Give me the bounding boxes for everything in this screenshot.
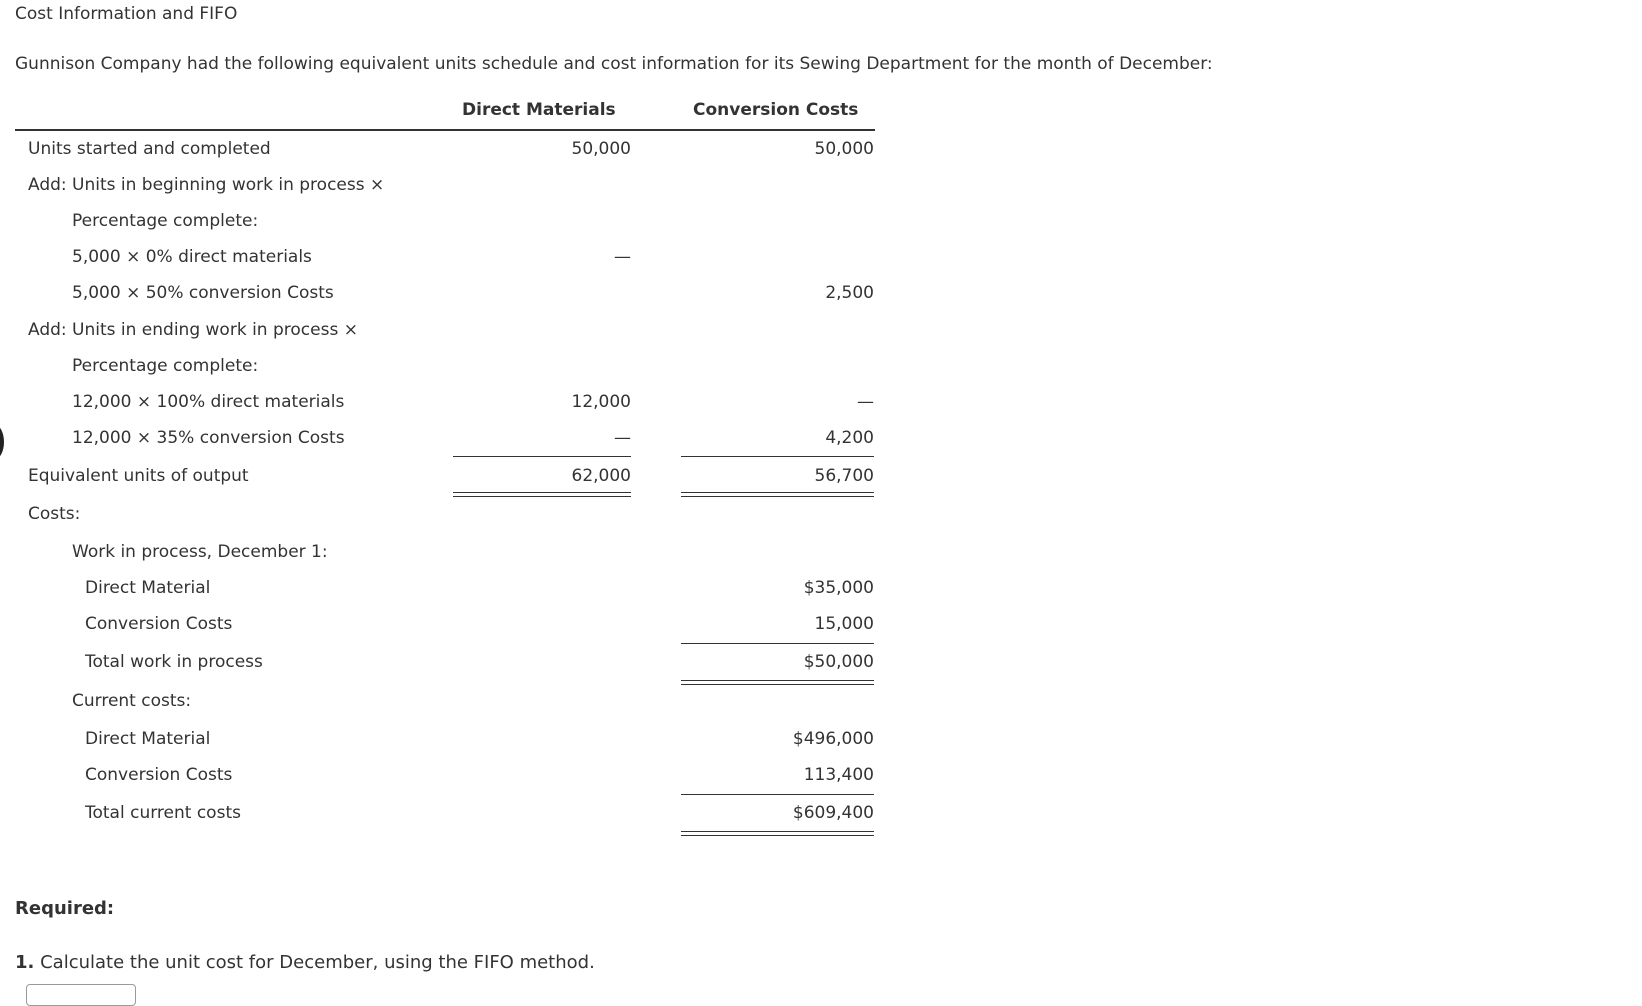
label-pct-complete-2: Percentage complete: [72, 356, 259, 376]
cc-wip-total: $50,000 [803, 652, 874, 672]
header-direct-materials: Direct Materials [462, 100, 616, 120]
label-cur-dm: Direct Material [85, 729, 211, 749]
label-wip-dm: Direct Material [85, 578, 211, 598]
wip-double-rule-a [681, 680, 874, 681]
dm-total-double-rule-b [453, 496, 631, 497]
cc-equiv-units: 56,700 [814, 466, 874, 486]
dm-equiv-units: 62,000 [571, 466, 631, 486]
current-double-rule-a [681, 831, 874, 832]
dm-total-double-rule-a [453, 492, 631, 493]
label-costs: Costs: [28, 504, 81, 524]
cc-beg-cc: 2,500 [825, 283, 874, 303]
label-add-ending: Add: Units in ending work in process × [28, 320, 358, 340]
cc-wip-cc: 15,000 [814, 614, 874, 634]
current-subtotal-rule [681, 794, 874, 795]
dm-subtotal-rule [453, 456, 631, 457]
header-rule [15, 129, 875, 131]
cc-cur-cc: 113,400 [803, 765, 874, 785]
left-edge-mark [0, 425, 4, 459]
cc-wip-dm: $35,000 [803, 578, 874, 598]
label-wip-total: Total work in process [85, 652, 263, 672]
label-wip-dec1: Work in process, December 1: [72, 542, 328, 562]
cc-end-dm: — [857, 392, 874, 412]
current-double-rule-b [681, 835, 874, 836]
required-heading: Required: [15, 898, 115, 919]
label-cur-total: Total current costs [85, 803, 241, 823]
wip-double-rule-b [681, 684, 874, 685]
label-end-cc: 12,000 × 35% conversion Costs [72, 428, 345, 448]
header-conversion-costs: Conversion Costs [693, 100, 859, 120]
dm-end-cc: — [614, 428, 631, 448]
label-current-costs: Current costs: [72, 691, 192, 711]
question-number: 1. [15, 952, 35, 973]
dm-started-completed: 50,000 [571, 139, 631, 159]
label-started-completed: Units started and completed [28, 139, 271, 159]
cc-started-completed: 50,000 [814, 139, 874, 159]
cc-total-double-rule-b [681, 496, 874, 497]
label-cur-cc: Conversion Costs [85, 765, 233, 785]
cc-end-cc: 4,200 [825, 428, 874, 448]
label-pct-complete-1: Percentage complete: [72, 211, 259, 231]
cc-total-double-rule-a [681, 492, 874, 493]
question-text: Calculate the unit cost for December, using the FIFO method. [34, 952, 595, 973]
label-end-dm: 12,000 × 100% direct materials [72, 392, 345, 412]
wip-subtotal-rule [681, 643, 874, 644]
cc-subtotal-rule [681, 456, 874, 457]
page-title: Cost Information and FIFO [15, 4, 238, 24]
answer-input[interactable] [26, 984, 136, 1006]
label-add-beginning: Add: Units in beginning work in process × [28, 175, 385, 195]
label-equiv-units: Equivalent units of output [28, 466, 249, 486]
dm-beg-dm: — [614, 247, 631, 267]
cc-cur-dm: $496,000 [792, 729, 874, 749]
label-beg-dm: 5,000 × 0% direct materials [72, 247, 312, 267]
question-1 [15, 952, 595, 973]
dm-end-dm: 12,000 [571, 392, 631, 412]
label-beg-cc: 5,000 × 50% conversion Costs [72, 283, 334, 303]
intro-text: Gunnison Company had the following equivalent units schedule and cost information for its Sewing Department for the month of December: [15, 54, 1213, 74]
cc-cur-total: $609,400 [792, 803, 874, 823]
label-wip-cc: Conversion Costs [85, 614, 233, 634]
